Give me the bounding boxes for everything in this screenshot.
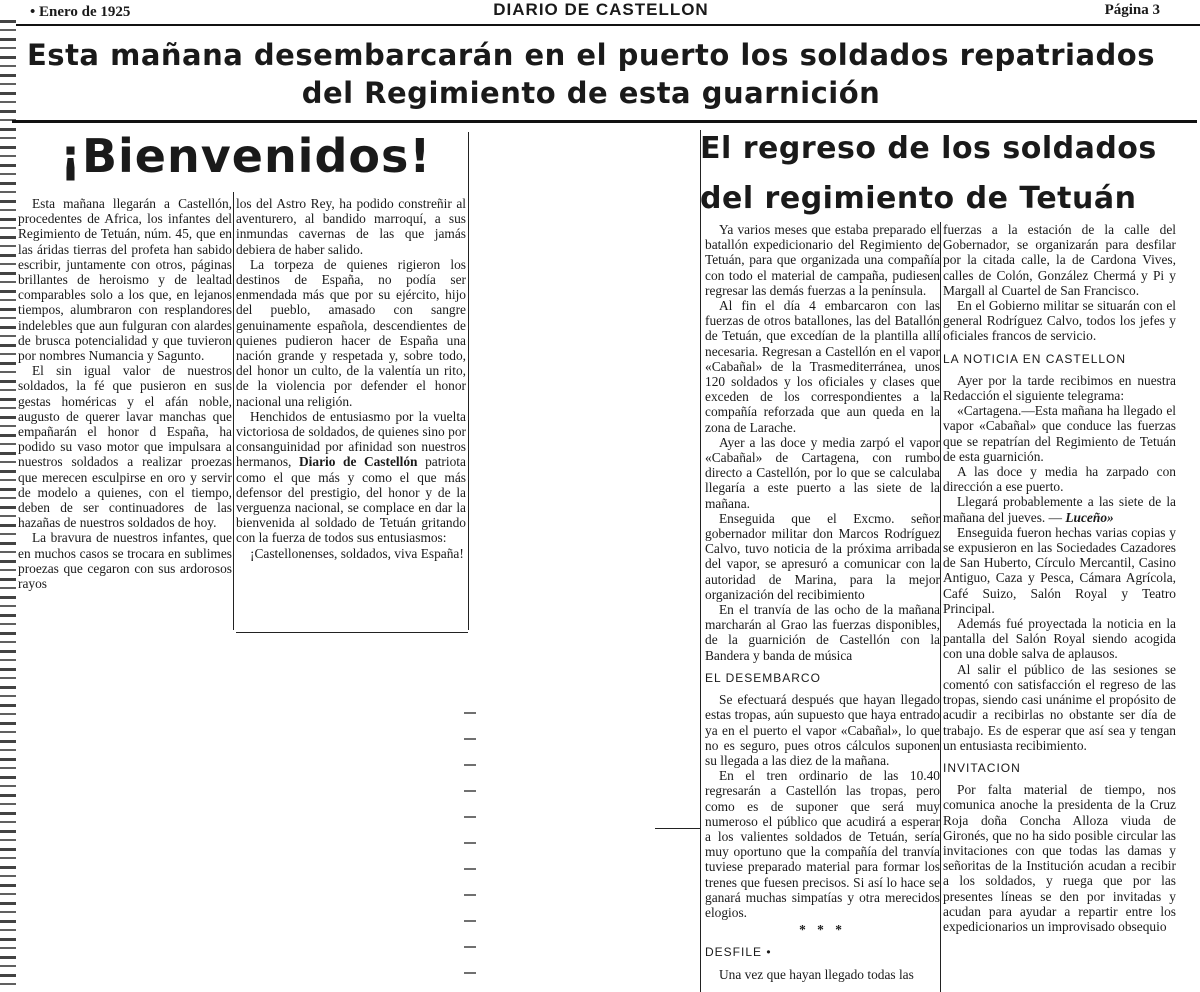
paragraph: A las doce y media ha zarpado con dirección a ese puerto. [943,464,1176,495]
subhead-desembarco: EL DESEMBARCO [705,670,821,685]
running-head [16,0,1200,26]
paragraph: En el Gobierno militar se situarán con el general Rodríguez Calvo, todos los jefes y oficiales francos de servicio. [943,298,1176,344]
scanned-page-edge [0,20,16,992]
subhead-desfile: DESFILE • [705,945,772,960]
right-article-title: El regreso de los soldados del regimiento de Tetuán [700,131,1157,216]
paragraph: Al salir el público de las sesiones se comentó con satisfacción el regreso de las tropas, siendo casi unánime el propósito de acudir a recibirlas no obstante ser día de trabajo. Es de esperar que así sea y tengan un entusiasta recibimiento. [943,661,1176,753]
paragraph-text: patriota como el que más y como el que más defensor del prestigio, del honor y de la verguenza nacional, se complace en dar la bienvenida al soldado de Tetuán gritando con la fuerza de todos sus entusiasmos: [236,454,466,546]
paragraph: Una vez que hayan llegado todas las [719,966,914,982]
paragraph: Por falta material de tiempo, nos comunica anoche la presidenta de la Cruz Roja doña Concha Alloza viuda de Gironés, que no ha sido posible circular las invitaciones con que todas las damas y señoritas de la Institución acudan a recibir a los soldados, y ruega que por las presentes líneas se den por invitadas y acudan para ayudar a repartir entre los expedicionarios un improvisado obsequio [943,782,1176,934]
paragraph: Ayer por la tarde recibimos en nuestra Redacción el siguiente telegrama: [943,372,1176,404]
paragraph: Enseguida fueron hechas varias copias y se expusieron en las Sociedades Cazadores de San Huberto, Círculo Mercantil, Casino Antiguo, Caza y Pesca, Cámara Agrícola, Café Suizo, Salón Royal y Teatro Principal. [943,524,1176,616]
column-rule-horizontal [655,828,700,829]
paragraph [943,494,1176,524]
paragraph: Enseguida que el Excmo. señor gobernador militar don Marcos Rodríguez Calvo, tuvo noticia de la próxima arribada del vapor, se apresuró a comunicar con la autoridad de Marina, para la mejor organización del recibimiento [705,510,940,602]
page-margin-marks [464,712,476,982]
left-article-column-2 [236,196,466,561]
closing-cheer: ¡Castellonenses, soldados, viva España! [250,545,464,561]
page-number: Página 3 [1104,2,1160,18]
right-article-column-1 [705,222,940,982]
paragraph: La torpeza de quienes rigieron los destinos de España, no podía ser enmendada más que por su ejército, hijo del pueblo, amasado con sangre genuinamente española, descendientes de quienes pudieron hacer de España una nación grande y respetada y, sobre todo, del honor un culto, de la valentía un rito, de la violencia por defender el honor nacional una religión. [236,256,466,409]
paragraph: Ya varios meses que estaba preparado el batallón expedicionario del Regimiento de Tetuán, para que organizada una compañía con todo el material de campaña, pudiesen regresar las demás fuerzas a la península. [705,222,940,298]
paper-name: DIARIO DE CASTELLON [493,0,709,19]
column-rule [940,222,941,992]
paragraph-text: Henchidos de entusiasmo por la vuelta victoriosa de soldados, de quienes sino por consanguinidad por afinidad son nuestros hermanos, [236,408,466,470]
column-rule [700,130,701,992]
section-stars: * * * [799,922,846,938]
issue-date: • Enero de 1925 [30,4,131,20]
paper-name-mention: Diario de Castellón [298,454,418,470]
paragraph: los del Astro Rey, ha podido constreñir al aventurero, al bandido marroquí, a sus inmundas cavernas de las que jamás debiera de haber salido. [236,196,466,257]
paragraph [236,409,466,546]
article-end-rule [236,632,468,633]
paragraph: Al fin el día 4 embarcaron con las fuerzas de otros batallones, las del Batallón de Tetuán, que excedían de la plantilla allí necesaria. Regresan a Castellón en el vapor «Cabañal» de la Trasmediterránea, unos 120 soldados y los oficiales y clases que exceden de los correspondientes a la compañía reforzada que aun queda en la zona de Larache. [705,298,940,435]
paragraph: Ayer a las doce y media zarpó el vapor «Cabañal» de Cartagena, con rumbo directo a Castellón, por lo que se calculaba llegaría a este puerto a las siete de la mañana. [705,434,940,511]
paragraph: El sin igual valor de nuestros soldados, la fé que pusieron en sus gestas homéricas y el afán noble, augusto de querer lavar manchas que empañarán el honor d España, ha podido su vaso motor que impulsara a nuestros soldados a realizar proezas que merecen esculpirse en oro y servir de modelo a quienes, con el tiempo, deben de ser continuadores de las hazañas de nuestros soldados de hoy. [18,363,232,531]
headline-rule [12,120,1197,123]
subhead-invitacion: INVITACION [943,760,1021,775]
paragraph: Esta mañana llegarán a Castellón, procedentes de Africa, los infantes del Regimiento de Tetuán, núm. 45, que en las áridas tierras del profeta han sabido escribir, juntamente con otros, páginas brillantes de heroismo y de lealtad comparables solo a los que, en lejanos tiempos, alumbraron con resplandores indelebles que aun fulguran con alardes de brusca potencialidad y que tuvieron por nombres Numancia y Sagunto. [18,196,232,364]
telegram-text: «Cartagena.—Esta mañana ha llegado el vapor «Cabañal» que conduce las fuerzas que se repatrían del Regimiento de Tetuán de esta guarnición. [943,403,1176,464]
right-article-column-2 [943,222,1176,934]
telegram-signature: Luceño» [1065,509,1114,525]
column-rule [233,192,234,630]
left-article-column-1 [18,196,232,591]
paragraph: En el tranvía de las ocho de la mañana marcharán al Grao las fuerzas disponibles, de la guarnición de Castellón con la Bandera y banda de música [705,602,940,663]
paragraph: La bravura de nuestros infantes, que en muchos casos se trocara en sublimes proezas que cegaron con sus ardorosos rayos [18,530,232,592]
paragraph-text: Llegará probablemente a las siete de la mañana del jueves. — [943,494,1176,525]
main-headline: Esta mañana desembarcarán en el puerto los soldados repatriados del Regimiento de esta guarnición [27,38,1155,110]
subhead-noticia: LA NOTICIA EN CASTELLON [943,351,1127,366]
column-rule [468,132,469,630]
left-article-title: ¡Bienvenidos! [60,129,432,183]
paragraph: fuerzas a la estación de la calle del Gobernador, se organizarán para desfilar por la citada calle, la de Cardona Vives, calles de Colón, González Chermá y Pi y Margall al Cuartel de San Francisco. [943,222,1176,298]
paragraph: Además fué proyectada la noticia en la pantalla del Salón Royal siendo acogida con una doble salva de aplausos. [943,616,1176,662]
paragraph: En el tren ordinario de las 10.40 regresarán a Castellón las tropas, pero como es de suponer que será muy numeroso el público que acudirá a esperar a los valientes soldados de Tetuán, sería muy oportuno que la compañía del tranvía tuviese preparado material para formar los trenes que fuesen precisos. Si así lo hace se ganará muchas simpatías y otra merecidos elogios. [705,768,940,920]
paragraph: Se efectuará después que hayan llegado estas tropas, aún supuesto que haya entrado ya en el puerto el vapor «Cabañal», lo que no es seguro, pues otros cálculos suponen su llegada a las diez de la mañana. [705,692,940,768]
